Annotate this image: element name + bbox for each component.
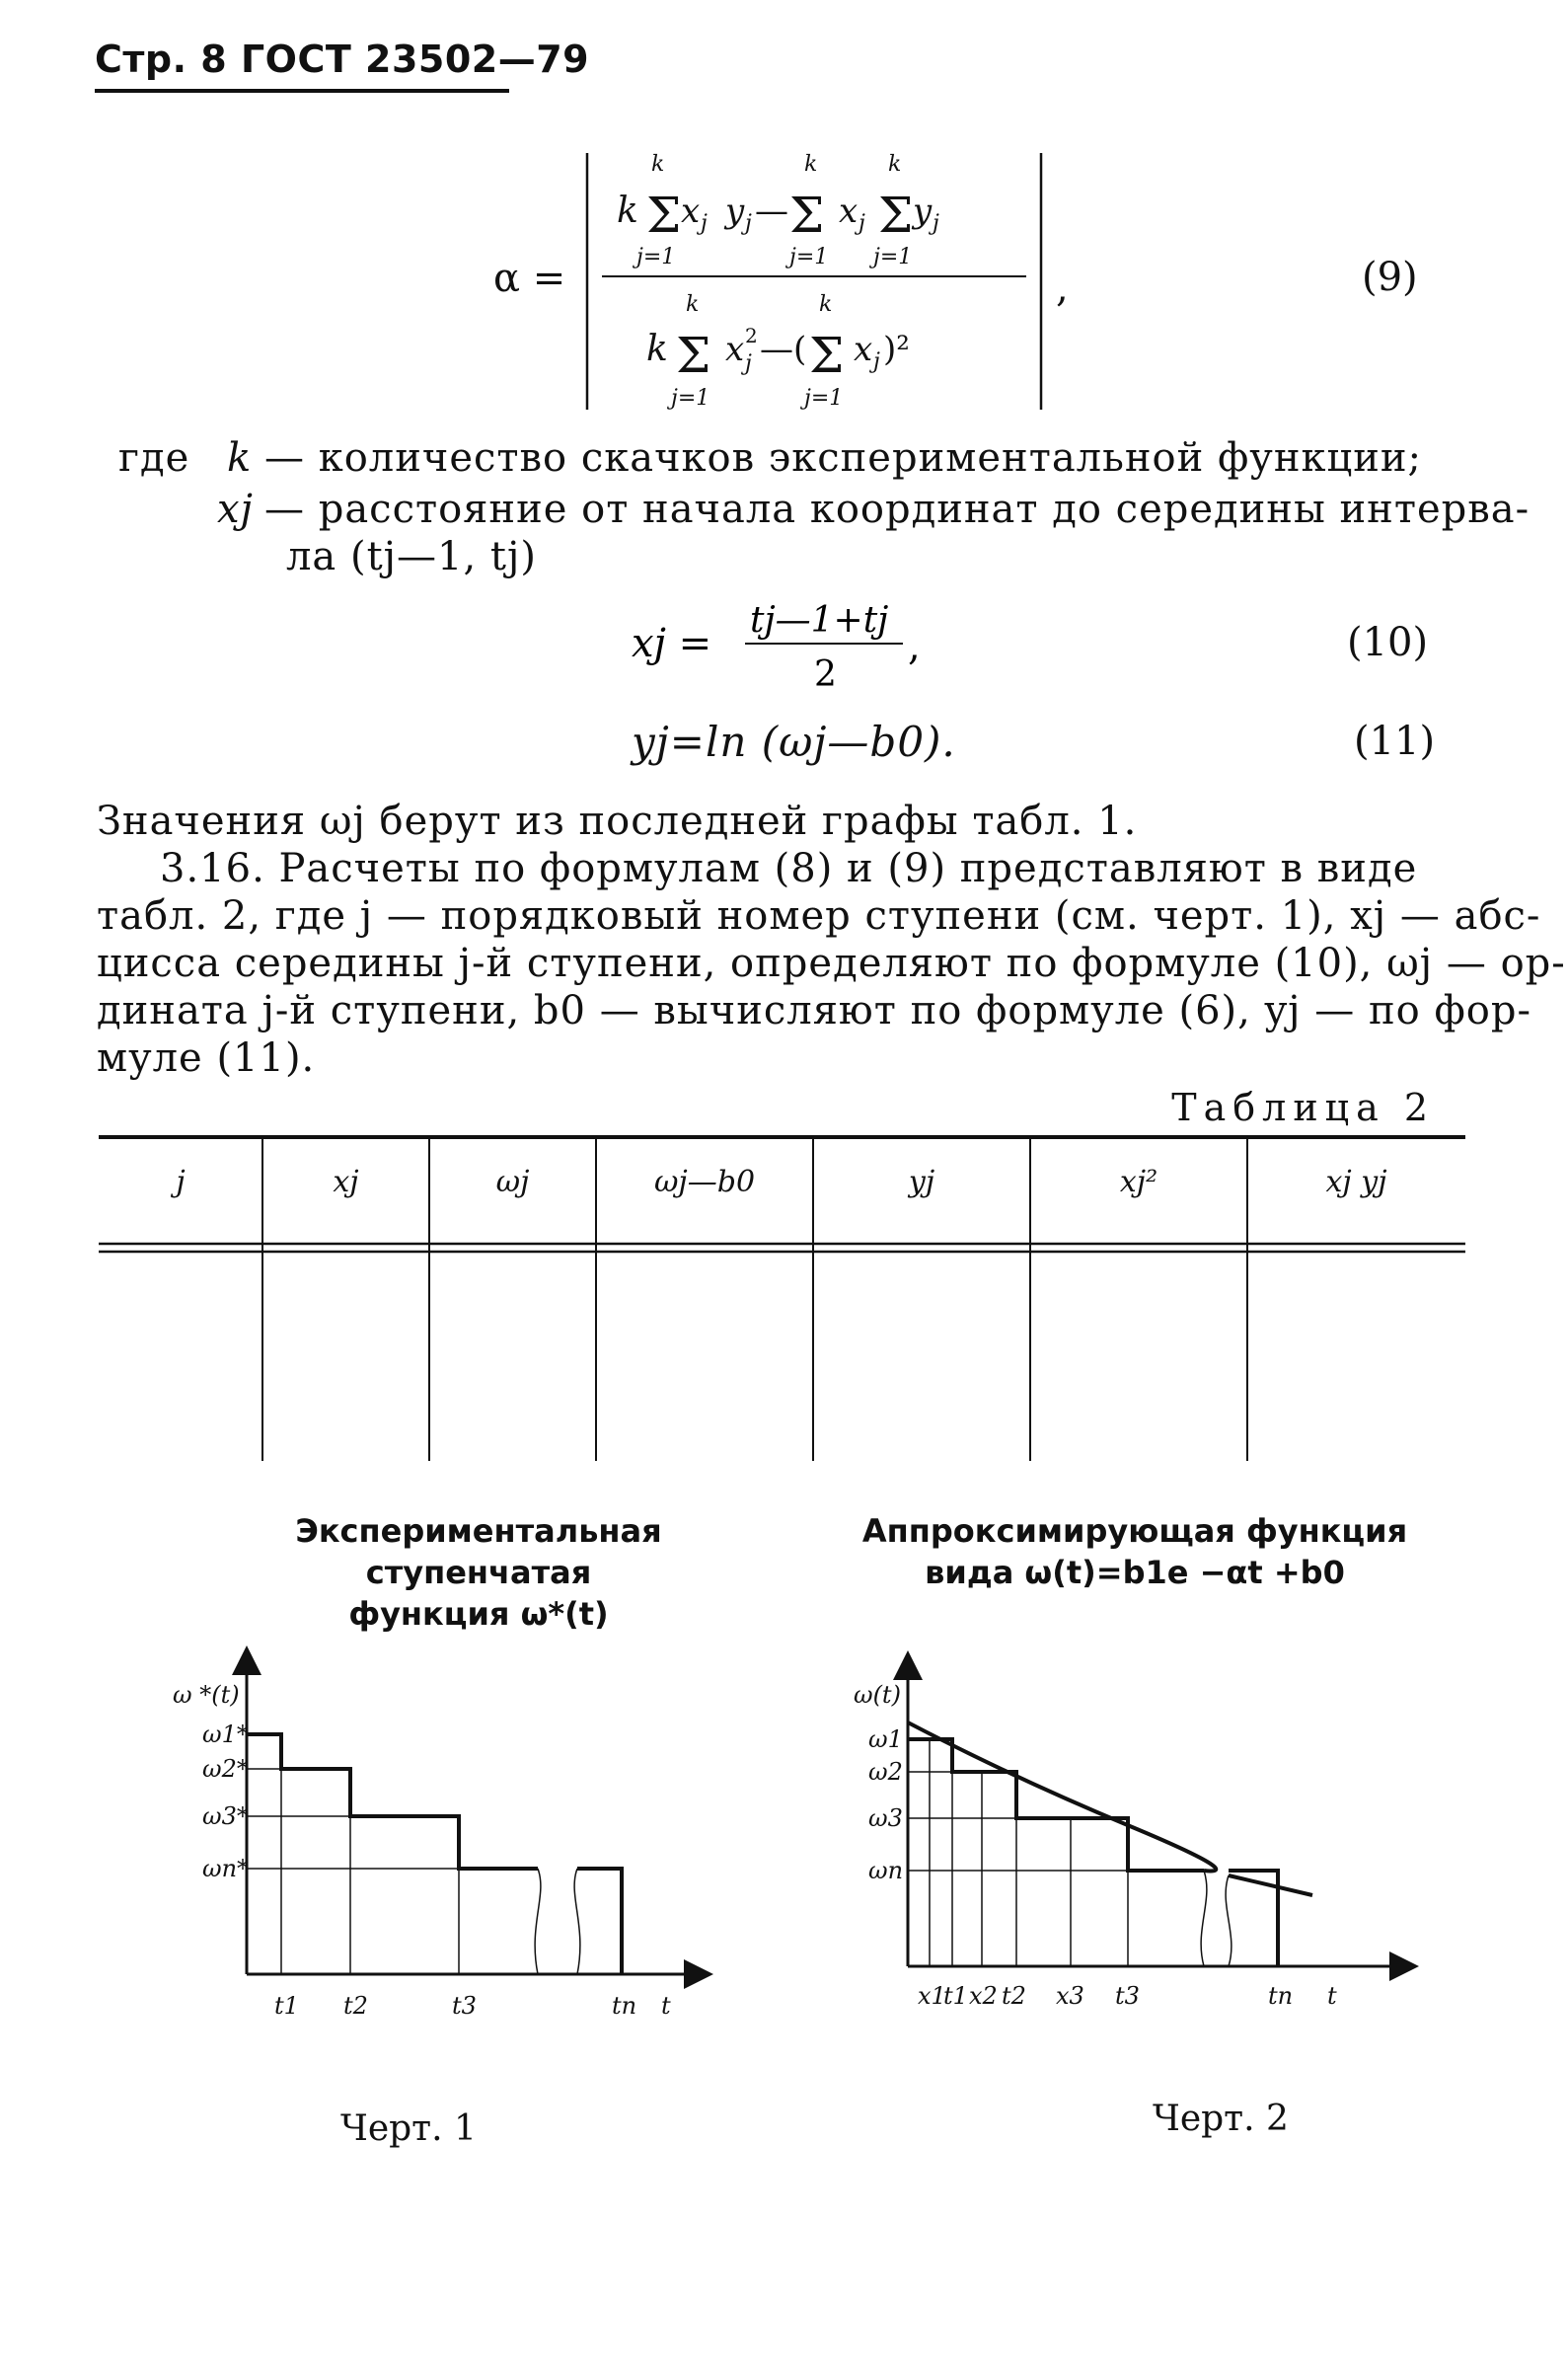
table-2 <box>99 1135 1465 1461</box>
den-k: k <box>646 329 668 369</box>
fig2-x-tick-tn: tn <box>1268 1982 1294 2010</box>
table-header-xj: xj <box>333 1165 359 1199</box>
num-y-j: j <box>745 211 752 236</box>
formula-9-lhs: α = <box>493 256 566 301</box>
fig1-break-1 <box>535 1869 541 1974</box>
fig1-y-tick-n: ωn* <box>202 1855 250 1882</box>
fig1-break-2 <box>574 1869 580 1974</box>
fig2-break-1 <box>1201 1871 1207 1966</box>
den-x: x <box>725 330 745 369</box>
fig1-x-axis-label: t <box>661 1992 671 2020</box>
table-header-j: j <box>176 1165 186 1199</box>
sum-3-top: k <box>888 152 902 177</box>
sum-4-top: k <box>686 292 700 317</box>
where-k-definition: — количество скачков экспериментальной функции; <box>264 435 1422 481</box>
formula-10 <box>632 592 947 701</box>
fig2-x-tick-t1: t1 <box>943 1982 968 2010</box>
fig2-y-tick-n: ωn <box>868 1857 904 1884</box>
formula-9-comma: , <box>1056 266 1069 311</box>
fig2-y-tick-1: ω1 <box>868 1725 903 1753</box>
fig2-x-axis-label: t <box>1327 1982 1337 2010</box>
figure-1-caption-line-1: Экспериментальная ступенчатая <box>295 1512 662 1591</box>
num-x2: x <box>839 191 859 231</box>
where-word: где <box>118 435 190 481</box>
formula-10-comma: , <box>908 624 921 669</box>
sum-2: Σ <box>789 187 825 244</box>
paragraph-316-line-1: 3.16. Расчеты по формулам (8) и (9) представляют в виде <box>160 846 1418 891</box>
figure-1-caption-line-2: функция ω*(t) <box>348 1595 609 1633</box>
fig1-y-tick-3: ω3* <box>202 1802 249 1830</box>
page-header: Стр. 8 ГОСТ 23502—79 <box>95 38 590 81</box>
sum-4: Σ <box>676 327 711 384</box>
formula-9 <box>474 143 1105 420</box>
fig1-y-tick-2: ω2* <box>202 1755 249 1783</box>
figure-2-label: Черт. 2 <box>1153 2099 1289 2139</box>
den-close: )² <box>883 330 910 369</box>
den-minus: —( <box>760 330 807 369</box>
sum-3: Σ <box>878 187 914 244</box>
table-title: Таблица 2 <box>1171 1086 1435 1129</box>
table-header-xj-yj: xj yj <box>1325 1165 1387 1199</box>
fig2-y-tick-2: ω2 <box>868 1758 903 1786</box>
num-j: j <box>701 211 708 236</box>
table-header-yj: yj <box>908 1165 935 1199</box>
eq-number-9: (9) <box>1362 255 1418 300</box>
num-minus: — <box>755 191 788 231</box>
den-x2: x <box>854 330 873 369</box>
where-x-definition-1: — расстояние от начала координат до середины интерва- <box>264 487 1531 532</box>
figure-1-caption <box>178 1510 780 1635</box>
fig2-break-2 <box>1226 1875 1232 1966</box>
sum-3-bottom: j=1 <box>873 245 913 269</box>
table-header-xj-squared: xj² <box>1119 1165 1158 1199</box>
fig2-y-axis-label: ω(t) <box>854 1681 901 1709</box>
header-rule <box>95 89 509 93</box>
sum-5-bottom: j=1 <box>804 386 844 411</box>
sum-1-top: k <box>651 152 665 177</box>
figure-2 <box>834 1629 1426 2043</box>
fig1-step-function <box>247 1734 538 1869</box>
figure-1-label: Черт. 1 <box>340 2108 477 2149</box>
formula-10-lhs: xj = <box>632 621 712 666</box>
fig2-approx-curve-tail <box>1229 1875 1312 1895</box>
fig2-y-tick-3: ω3 <box>868 1804 903 1832</box>
formula-11: yj=ln (ωj—b0). <box>632 718 956 766</box>
fig1-last-step <box>577 1869 622 1974</box>
fig1-x-tick-t2: t2 <box>343 1992 368 2020</box>
fig1-x-tick-t1: t1 <box>274 1992 299 2020</box>
num-x: x <box>681 191 701 231</box>
sum-2-bottom: j=1 <box>789 245 829 269</box>
num-x2-j: j <box>859 211 865 236</box>
fig1-x-tick-tn: tn <box>612 1992 637 2020</box>
where-k-symbol: k <box>227 435 253 481</box>
formula-10-denominator: 2 <box>814 654 837 695</box>
num-y: y <box>725 191 745 231</box>
eq-number-10: (10) <box>1347 620 1429 665</box>
figure-2-caption <box>859 1510 1411 1593</box>
fig2-x-tick-x2: x2 <box>969 1982 998 2010</box>
paragraph-values: Значения ωj берут из последней графы табл. 1. <box>97 799 1138 844</box>
sum-2-top: k <box>804 152 818 177</box>
fig2-x-tick-x1: x1 <box>918 1982 946 2010</box>
sum-1: Σ <box>646 187 682 244</box>
where-x-symbol: xj <box>217 487 254 532</box>
figure-1 <box>158 1629 720 2043</box>
paragraph-316-line-2: табл. 2, где j — порядковый номер ступени (см. черт. 1), xj — абс- <box>97 893 1541 939</box>
sum-5: Σ <box>809 327 845 384</box>
fig1-y-tick-1: ω1* <box>202 1721 249 1748</box>
sum-1-bottom: j=1 <box>636 245 676 269</box>
den-x-j: j <box>745 351 752 376</box>
fig2-x-tick-x3: x3 <box>1056 1982 1084 2010</box>
num-k: k <box>617 191 638 231</box>
table-header-omega-minus-b0: ωj—b0 <box>653 1165 756 1199</box>
figure-2-caption-line-2: вида ω(t)=b1e −αt +b0 <box>925 1554 1345 1591</box>
den-x2-j: j <box>873 349 880 374</box>
table-header-omega: ωj <box>495 1165 530 1199</box>
sum-4-bottom: j=1 <box>671 386 710 411</box>
figure-2-caption-line-1: Аппроксимирующая функция <box>861 1512 1408 1550</box>
fig2-x-tick-t2: t2 <box>1002 1982 1026 2010</box>
paragraph-316-line-3: цисса середины j-й ступени, определяют по формуле (10), ωj — ор- <box>97 941 1566 986</box>
num-y2: y <box>913 191 933 231</box>
fig1-x-tick-t3: t3 <box>452 1992 477 2020</box>
formula-10-numerator: tj—1+tj <box>750 600 889 641</box>
num-y2-j: j <box>933 211 939 236</box>
fig1-y-axis-label: ω *(t) <box>173 1681 240 1709</box>
sum-5-top: k <box>819 292 833 317</box>
fig2-approx-curve <box>908 1722 1216 1871</box>
fig2-x-tick-t3: t3 <box>1115 1982 1140 2010</box>
where-x-definition-2: ла (tj—1, tj) <box>286 534 538 579</box>
den-x-sq: 2 <box>745 324 758 347</box>
paragraph-316-line-4: дината j-й ступени, b0 — вычисляют по формуле (6), yj — по фор- <box>97 988 1531 1033</box>
paragraph-316-line-5: муле (11). <box>97 1035 316 1081</box>
eq-number-11: (11) <box>1354 719 1436 764</box>
